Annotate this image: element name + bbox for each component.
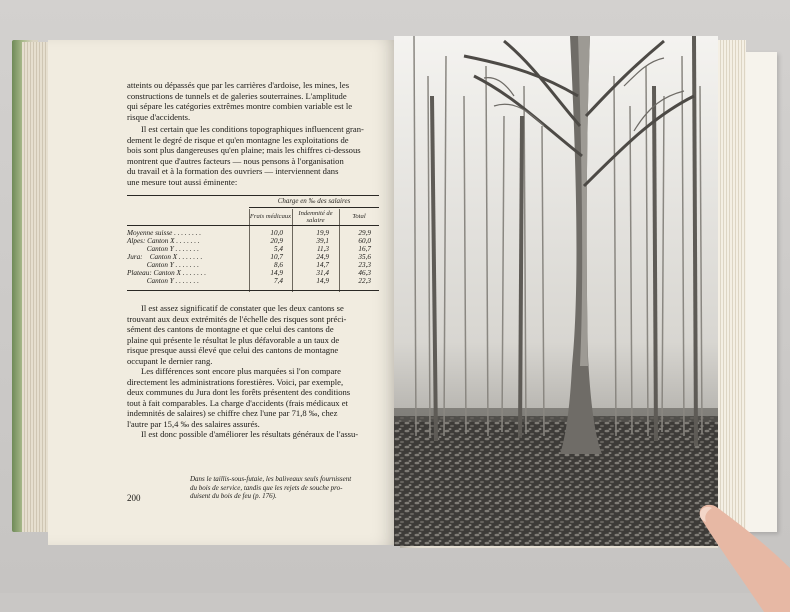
table-group-header: Charge en ‰ des salaires xyxy=(277,197,351,205)
text-line: bois sont plus dangereuses qu'en plaine; mais les chiffres ci-dessous xyxy=(127,145,361,156)
cell: 10,0 xyxy=(270,229,283,237)
row-label: Plateau: Canton X . . . . . . . xyxy=(127,269,207,277)
caption-line: duisent du bois de feu (p. 176). xyxy=(190,492,277,501)
paragraph-5 xyxy=(127,429,379,440)
cell: 5,4 xyxy=(274,245,283,253)
caption-line: Dans le taillis-sous-futaie, les baliveaux seuls fournissent xyxy=(190,475,352,483)
text-line: plaine qui présente le résultat le plus défavorable a un taux de xyxy=(127,334,340,345)
cell: 10,7 xyxy=(270,253,283,261)
cell: 46,3 xyxy=(358,269,371,277)
cell: 11,3 xyxy=(316,245,329,253)
table-bottom-rule xyxy=(127,290,379,291)
hand-finger xyxy=(694,502,790,612)
paragraph-3 xyxy=(127,303,379,367)
table-divider xyxy=(249,209,250,292)
row-label: Alpes: Canton X . . . . . . . xyxy=(127,237,200,245)
text-line: Il est assez significatif de constater que les deux cantons se xyxy=(141,303,344,313)
text-line: montrent que d'autres facteurs — nous pensons à l'organisation xyxy=(127,155,344,166)
column-header: Total xyxy=(352,213,366,220)
row-label: Moyenne suisse . . . . . . . . xyxy=(127,229,202,237)
text-line: l'autre par 15,4 ‰ des salaires assurés. xyxy=(127,418,260,429)
cell: 22,3 xyxy=(358,277,371,285)
text-line: Les différences sont encore plus marquées si l'on compare xyxy=(141,366,341,376)
text-line: dement le degré de risque et qu'en montagne les exploitations de xyxy=(127,134,349,145)
text-line: deux communes du Jura dont les forêts présentent des conditions xyxy=(127,387,351,398)
table-header-rule xyxy=(127,225,379,226)
cell: 8,6 xyxy=(274,261,283,269)
cell: 14,7 xyxy=(316,261,329,269)
accident-cost-table xyxy=(127,195,379,292)
text-line: Il est donc possible d'améliorer les résultats généraux de l'assu- xyxy=(141,429,359,439)
row-label: Canton Y . . . . . . . xyxy=(127,261,199,269)
cell: 24,9 xyxy=(316,253,329,261)
column-header: Indemnité de salaire xyxy=(298,210,333,224)
text-line: risque d'accidents. xyxy=(127,111,191,122)
caption-line: du bois de service, tandis que les rejets de souche pro- xyxy=(190,483,343,492)
text-line: trouvant aux deux extrémités de l'échelle des risques sont préci- xyxy=(127,313,347,324)
column-header: Frais médicaux xyxy=(249,213,292,220)
text-line: tout à fait comparables. La charge d'accidents (frais médicaux et xyxy=(127,397,348,408)
cell: 39,1 xyxy=(316,237,329,245)
paragraph-1 xyxy=(127,80,379,122)
beech-forest-photo xyxy=(394,36,718,546)
paragraph-4 xyxy=(127,366,379,430)
text-line: du travail et à la formation des ouvriers — interviennent dans xyxy=(127,166,339,177)
cell: 7,4 xyxy=(274,277,283,285)
text-line: risque presque aussi élevé que celui des cantons de montagne xyxy=(127,345,339,356)
cell: 35,6 xyxy=(358,253,371,261)
cell: 31,4 xyxy=(316,269,329,277)
row-label: Canton Y . . . . . . . xyxy=(127,245,199,253)
cell: 16,7 xyxy=(358,245,371,253)
cell: 19,9 xyxy=(316,229,329,237)
row-label: Jura: Canton X . . . . . . . xyxy=(127,253,203,261)
photo-caption xyxy=(190,475,380,501)
cell: 60,0 xyxy=(358,237,371,245)
cell: 29,9 xyxy=(358,229,371,237)
text-line: occupant le dernier rang. xyxy=(127,355,213,366)
cell: 20,9 xyxy=(270,237,283,245)
cell: 14,9 xyxy=(316,277,329,285)
row-label: Canton Y . . . . . . . xyxy=(127,277,199,285)
paragraph-2 xyxy=(127,124,379,188)
table-top-rule xyxy=(127,195,379,196)
cell: 23,3 xyxy=(358,261,371,269)
text-line: atteints ou dépassés que par les carrières d'ardoise, les mines, les xyxy=(127,80,350,90)
text-line: une mesure tout aussi éminente: xyxy=(127,176,238,187)
text-line: qui sépare les catégories extrêmes montre combien variable est le xyxy=(127,101,353,112)
page-number: 200 xyxy=(127,493,141,503)
text-line: directement les administrations forestières. Voici, par exemple, xyxy=(127,376,344,387)
text-line: Il est certain que les conditions topographiques influencent gran- xyxy=(141,124,364,134)
text-line: indemnités de salaires) se chiffre chez l'une par 71,8 ‰, chez xyxy=(127,408,338,419)
table-group-rule xyxy=(249,207,379,208)
text-line: sément des cantons de montagne et que celui des cantons de xyxy=(127,324,334,335)
text-line: constructions de tunnels et de galeries souterraines. L'amplitude xyxy=(127,90,347,101)
cell: 14,9 xyxy=(270,269,283,277)
